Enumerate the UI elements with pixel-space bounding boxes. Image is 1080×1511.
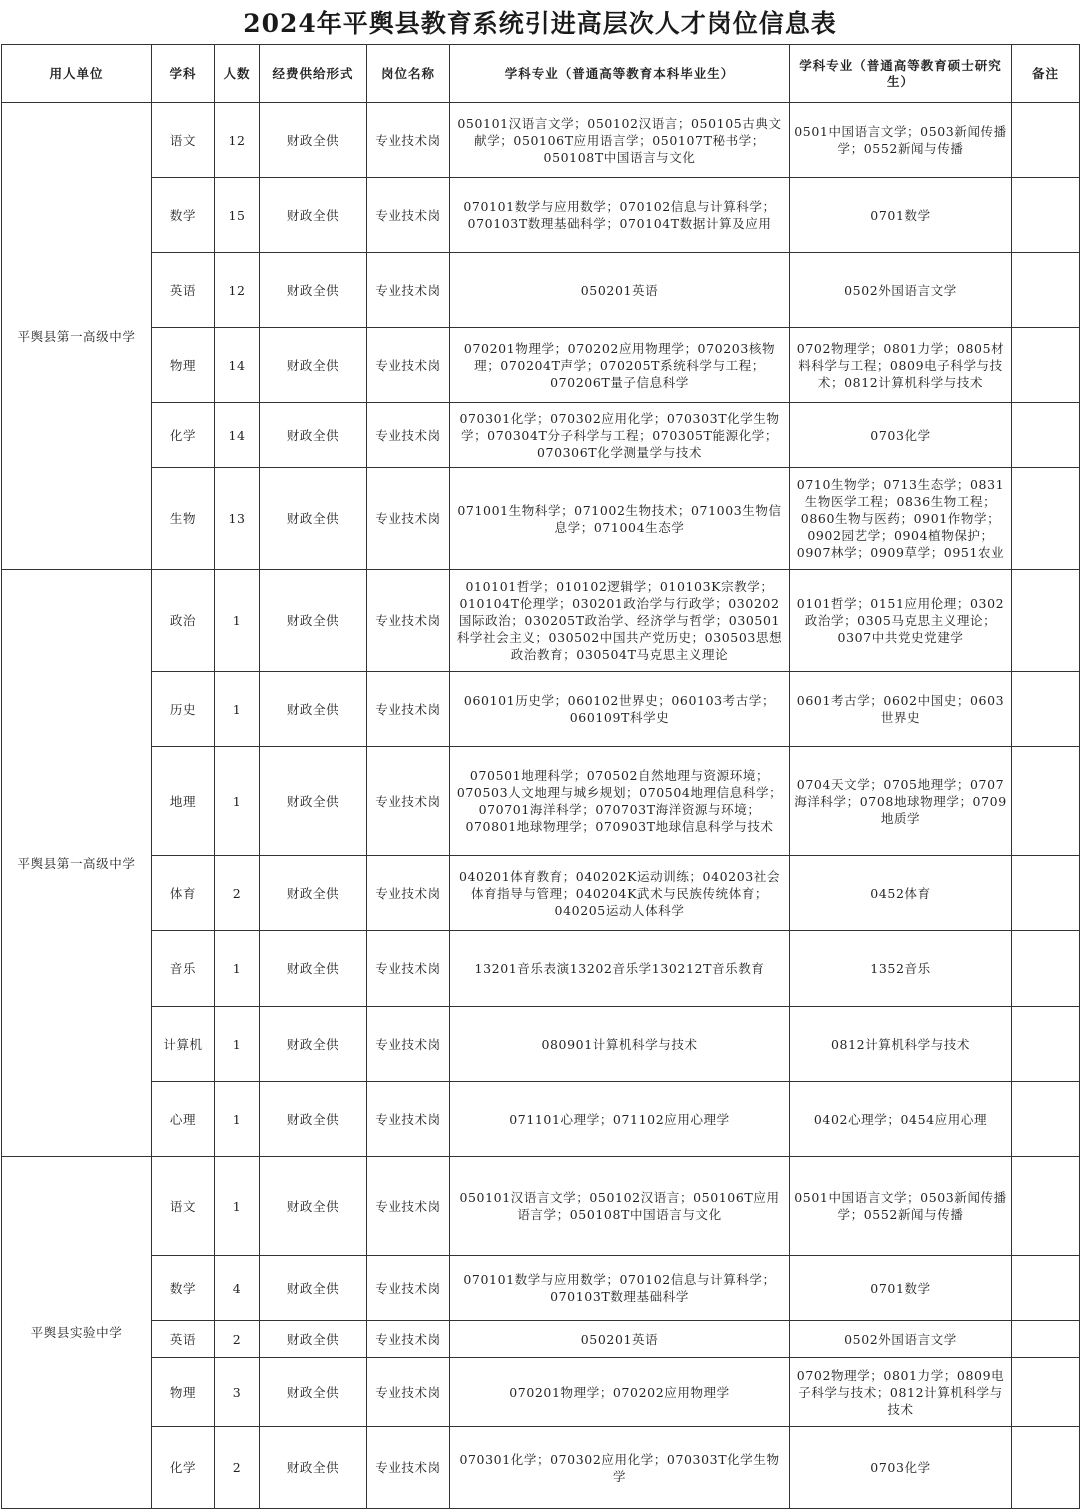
count-cell: 1: [215, 1082, 260, 1157]
bachelor-major-cell: 13201音乐表演13202音乐学130212T音乐教育: [450, 931, 790, 1007]
funding-cell: 财政全供: [260, 1321, 367, 1358]
master-major-cell: 0502外国语言文学: [790, 253, 1012, 328]
count-cell: 1: [215, 931, 260, 1007]
subject-cell: 语文: [152, 103, 215, 178]
subject-cell: 物理: [152, 328, 215, 403]
note-cell: [1012, 856, 1080, 931]
position-cell: 专业技术岗: [367, 931, 450, 1007]
table-row: [2, 672, 1080, 747]
note-cell: [1012, 931, 1080, 1007]
position-cell: 专业技术岗: [367, 570, 450, 672]
funding-cell: 财政全供: [260, 1256, 367, 1321]
header-position: 岗位名称: [367, 45, 450, 103]
count-cell: 15: [215, 178, 260, 253]
position-cell: 专业技术岗: [367, 1157, 450, 1256]
count-cell: 12: [215, 103, 260, 178]
note-cell: [1012, 1157, 1080, 1256]
count-cell: 1: [215, 1157, 260, 1256]
count-cell: 4: [215, 1256, 260, 1321]
subject-cell: 心理: [152, 1082, 215, 1157]
subject-cell: 计算机: [152, 1007, 215, 1082]
bachelor-major-cell: 080901计算机科学与技术: [450, 1007, 790, 1082]
position-cell: 专业技术岗: [367, 253, 450, 328]
position-cell: 专业技术岗: [367, 1358, 450, 1427]
count-cell: 1: [215, 747, 260, 856]
count-cell: 14: [215, 403, 260, 468]
count-cell: 13: [215, 468, 260, 570]
table-row: [2, 1256, 1080, 1321]
unit-cell: 平舆县第一高级中学: [2, 103, 152, 570]
header-bachelor: 学科专业（普通高等教育本科毕业生）: [450, 45, 790, 103]
bachelor-major-cell: 050201英语: [450, 253, 790, 328]
subject-cell: 物理: [152, 1358, 215, 1427]
count-cell: 1: [215, 570, 260, 672]
header-unit: 用人单位: [2, 45, 152, 103]
position-cell: 专业技术岗: [367, 1256, 450, 1321]
note-cell: [1012, 103, 1080, 178]
funding-cell: 财政全供: [260, 103, 367, 178]
count-cell: 14: [215, 328, 260, 403]
master-major-cell: 0702物理学；0801力学；0805材料科学与工程；0809电子科学与技术；0812计算机科学与技术: [790, 328, 1012, 403]
subject-cell: 化学: [152, 1427, 215, 1509]
header-note: 备注: [1012, 45, 1080, 103]
master-major-cell: 0501中国语言文学；0503新闻传播学；0552新闻与传播: [790, 1157, 1012, 1256]
note-cell: [1012, 328, 1080, 403]
funding-cell: 财政全供: [260, 672, 367, 747]
bachelor-major-cell: 060101历史学；060102世界史；060103考古学；060109T科学史: [450, 672, 790, 747]
table-row: [2, 1358, 1080, 1427]
count-cell: 1: [215, 1007, 260, 1082]
header-funding: 经费供给形式: [260, 45, 367, 103]
position-cell: 专业技术岗: [367, 468, 450, 570]
position-cell: 专业技术岗: [367, 856, 450, 931]
master-major-cell: 0812计算机科学与技术: [790, 1007, 1012, 1082]
count-cell: 2: [215, 1321, 260, 1358]
table-row: [2, 1157, 1080, 1256]
table-row: [2, 403, 1080, 468]
master-major-cell: 0710生物学；0713生态学；0831生物医学工程；0836生物工程；0860生物与医药；0901作物学；0902园艺学；0904植物保护；0907林学；0909草学；0951农业: [790, 468, 1012, 570]
bachelor-major-cell: 071001生物科学；071002生物技术；071003生物信息学；071004生态学: [450, 468, 790, 570]
subject-cell: 语文: [152, 1157, 215, 1256]
bachelor-major-cell: 070501地理科学；070502自然地理与资源环境；070503人文地理与城乡规划；070504地理信息科学；070701海洋科学；070703T海洋资源与环境；070801地球物理学；070903T地球信息科学与技术: [450, 747, 790, 856]
funding-cell: 财政全供: [260, 1427, 367, 1509]
note-cell: [1012, 403, 1080, 468]
position-cell: 专业技术岗: [367, 1427, 450, 1509]
unit-cell: 平舆县实验中学: [2, 1157, 152, 1509]
position-cell: 专业技术岗: [367, 1082, 450, 1157]
table-row: [2, 1427, 1080, 1509]
header-row: [2, 45, 1080, 103]
subject-cell: 体育: [152, 856, 215, 931]
bachelor-major-cell: 071101心理学；071102应用心理学: [450, 1082, 790, 1157]
position-cell: 专业技术岗: [367, 103, 450, 178]
master-major-cell: 0701数学: [790, 1256, 1012, 1321]
funding-cell: 财政全供: [260, 253, 367, 328]
count-cell: 12: [215, 253, 260, 328]
table-row: [2, 468, 1080, 570]
subject-cell: 数学: [152, 178, 215, 253]
note-cell: [1012, 1321, 1080, 1358]
table-row: [2, 178, 1080, 253]
funding-cell: 财政全供: [260, 931, 367, 1007]
subject-cell: 化学: [152, 403, 215, 468]
header-count: 人数: [215, 45, 260, 103]
note-cell: [1012, 253, 1080, 328]
note-cell: [1012, 1082, 1080, 1157]
table-row: [2, 570, 1080, 672]
subject-cell: 生物: [152, 468, 215, 570]
note-cell: [1012, 570, 1080, 672]
position-cell: 专业技术岗: [367, 747, 450, 856]
bachelor-major-cell: 040201体育教育；040202K运动训练；040203社会体育指导与管理；040204K武术与民族传统体育；040205运动人体科学: [450, 856, 790, 931]
funding-cell: 财政全供: [260, 403, 367, 468]
master-major-cell: 0703化学: [790, 403, 1012, 468]
note-cell: [1012, 747, 1080, 856]
note-cell: [1012, 468, 1080, 570]
bachelor-major-cell: 070201物理学；070202应用物理学: [450, 1358, 790, 1427]
subject-cell: 英语: [152, 253, 215, 328]
position-cell: 专业技术岗: [367, 178, 450, 253]
table-row: [2, 1321, 1080, 1358]
bachelor-major-cell: 050101汉语言文学；050102汉语言；050105古典文献学；050106T应用语言学；050107T秘书学；050108T中国语言与文化: [450, 103, 790, 178]
funding-cell: 财政全供: [260, 747, 367, 856]
subject-cell: 数学: [152, 1256, 215, 1321]
funding-cell: 财政全供: [260, 468, 367, 570]
master-major-cell: 0452体育: [790, 856, 1012, 931]
table-row: [2, 931, 1080, 1007]
table-row: [2, 1082, 1080, 1157]
subject-cell: 政治: [152, 570, 215, 672]
count-cell: 2: [215, 1427, 260, 1509]
table-row: [2, 747, 1080, 856]
bachelor-major-cell: 070101数学与应用数学；070102信息与计算科学；070103T数理基础科学: [450, 1256, 790, 1321]
funding-cell: 财政全供: [260, 570, 367, 672]
table-row: [2, 103, 1080, 178]
note-cell: [1012, 1427, 1080, 1509]
note-cell: [1012, 1256, 1080, 1321]
subject-cell: 历史: [152, 672, 215, 747]
master-major-cell: 0402心理学；0454应用心理: [790, 1082, 1012, 1157]
master-major-cell: 0502外国语言文学: [790, 1321, 1012, 1358]
position-cell: 专业技术岗: [367, 328, 450, 403]
bachelor-major-cell: 010101哲学；010102逻辑学；010103K宗教学；010104T伦理学；030201政治学与行政学；030202国际政治；030205T政治学、经济学与哲学；030501科学社会主义；030502中国共产党历史；030503思想政治教育；030504T马克思主义理论: [450, 570, 790, 672]
subject-cell: 地理: [152, 747, 215, 856]
bachelor-major-cell: 050101汉语言文学；050102汉语言；050106T应用语言学；050108T中国语言与文化: [450, 1157, 790, 1256]
funding-cell: 财政全供: [260, 1082, 367, 1157]
position-cell: 专业技术岗: [367, 672, 450, 747]
header-subject: 学科: [152, 45, 215, 103]
table-row: [2, 1007, 1080, 1082]
funding-cell: 财政全供: [260, 856, 367, 931]
funding-cell: 财政全供: [260, 1358, 367, 1427]
bachelor-major-cell: 070201物理学；070202应用物理学；070203核物理；070204T声学；070205T系统科学与工程；070206T量子信息科学: [450, 328, 790, 403]
note-cell: [1012, 1007, 1080, 1082]
funding-cell: 财政全供: [260, 178, 367, 253]
unit-cell: 平舆县第一高级中学: [2, 570, 152, 1157]
count-cell: 1: [215, 672, 260, 747]
master-major-cell: 1352音乐: [790, 931, 1012, 1007]
master-major-cell: 0704天文学；0705地理学；0707海洋科学；0708地球物理学；0709地质学: [790, 747, 1012, 856]
note-cell: [1012, 178, 1080, 253]
master-major-cell: 0703化学: [790, 1427, 1012, 1509]
page-title: 2024年平舆县教育系统引进高层次人才岗位信息表: [243, 9, 837, 38]
table-row: [2, 328, 1080, 403]
bachelor-major-cell: 070101数学与应用数学；070102信息与计算科学；070103T数理基础科学；070104T数据计算及应用: [450, 178, 790, 253]
master-major-cell: 0101哲学；0151应用伦理；0302政治学；0305马克思主义理论；0307中共党史党建学: [790, 570, 1012, 672]
note-cell: [1012, 672, 1080, 747]
master-major-cell: 0601考古学；0602中国史；0603世界史: [790, 672, 1012, 747]
master-major-cell: 0501中国语言文学；0503新闻传播学；0552新闻与传播: [790, 103, 1012, 178]
master-major-cell: 0701数学: [790, 178, 1012, 253]
positions-table: [1, 44, 1080, 1509]
count-cell: 3: [215, 1358, 260, 1427]
master-major-cell: 0702物理学；0801力学；0809电子科学与技术；0812计算机科学与技术: [790, 1358, 1012, 1427]
position-cell: 专业技术岗: [367, 1321, 450, 1358]
subject-cell: 音乐: [152, 931, 215, 1007]
table-row: [2, 253, 1080, 328]
position-cell: 专业技术岗: [367, 1007, 450, 1082]
bachelor-major-cell: 070301化学；070302应用化学；070303T化学生物学: [450, 1427, 790, 1509]
header-master: 学科专业（普通高等教育硕士研究生）: [790, 45, 1012, 103]
funding-cell: 财政全供: [260, 1157, 367, 1256]
funding-cell: 财政全供: [260, 328, 367, 403]
subject-cell: 英语: [152, 1321, 215, 1358]
bachelor-major-cell: 050201英语: [450, 1321, 790, 1358]
count-cell: 2: [215, 856, 260, 931]
position-cell: 专业技术岗: [367, 403, 450, 468]
funding-cell: 财政全供: [260, 1007, 367, 1082]
note-cell: [1012, 1358, 1080, 1427]
bachelor-major-cell: 070301化学；070302应用化学；070303T化学生物学；070304T分子科学与工程；070305T能源化学；070306T化学测量学与技术: [450, 403, 790, 468]
table-row: [2, 856, 1080, 931]
